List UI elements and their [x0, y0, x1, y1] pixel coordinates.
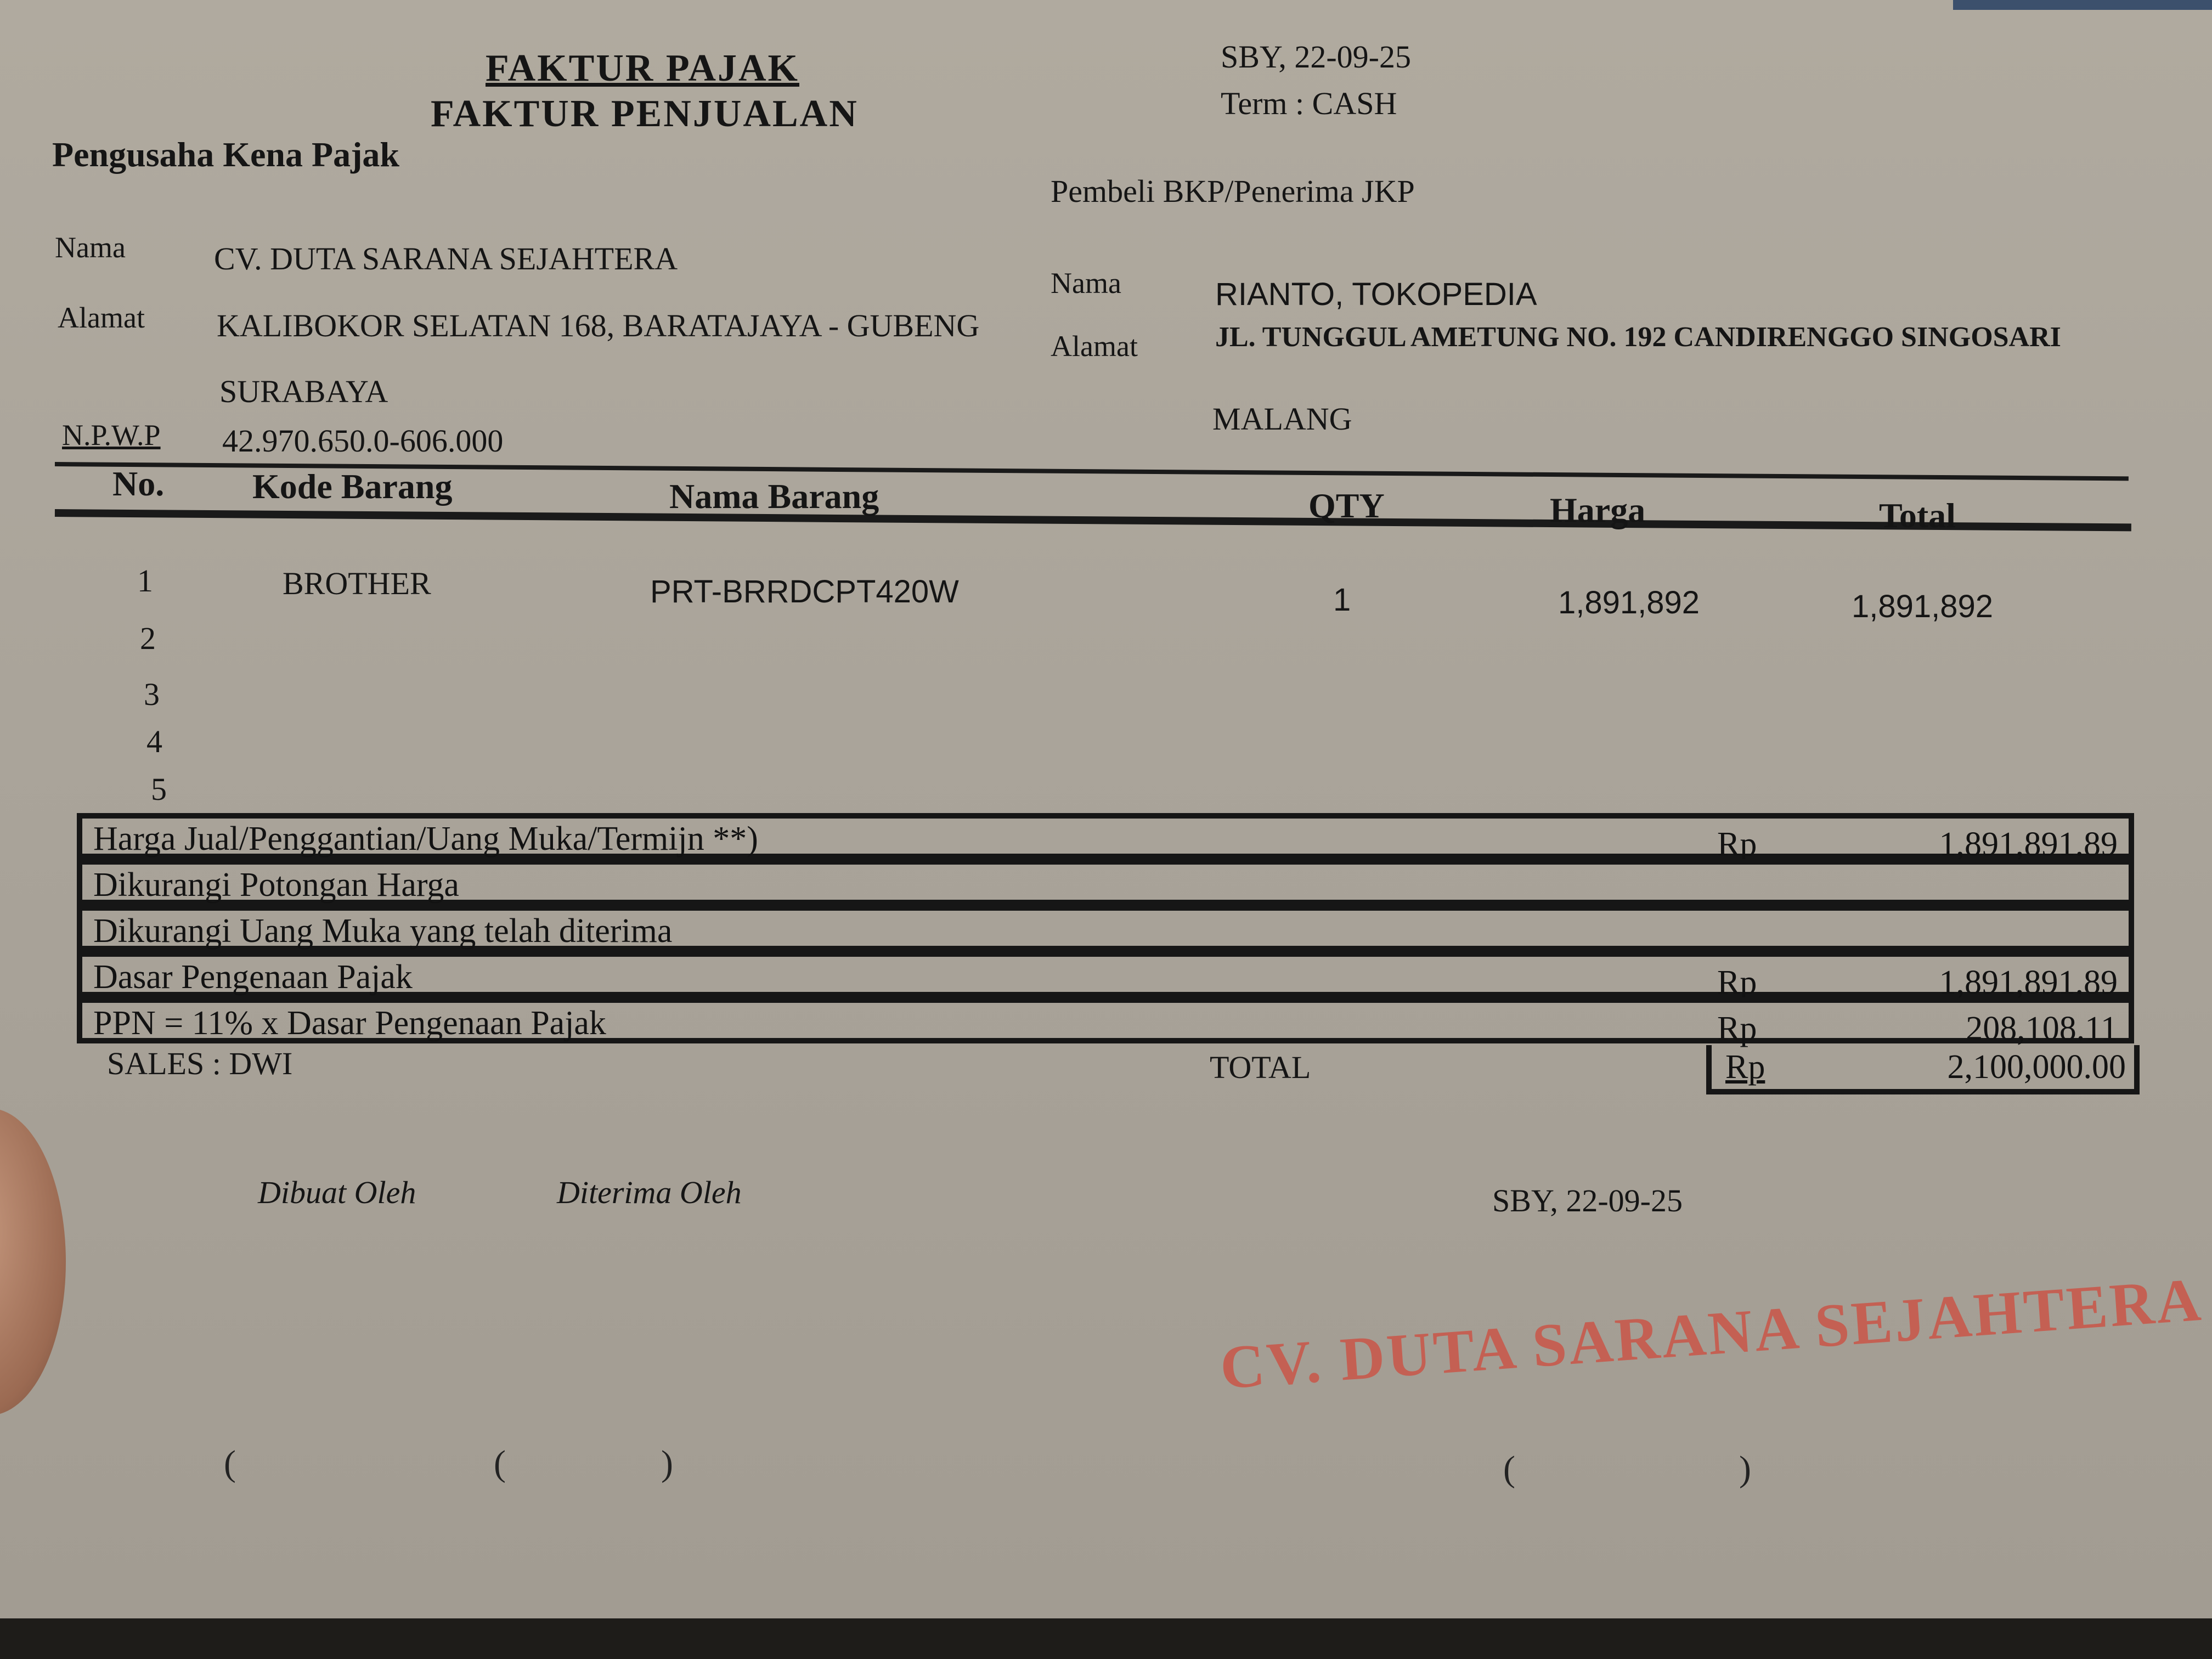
- col-header-qty: QTY: [1308, 486, 1385, 525]
- row-1-harga: 1,891,892: [1558, 585, 1700, 620]
- summary-label: Dikurangi Uang Muka yang telah diterima: [93, 912, 673, 950]
- seller-npwp: 42.970.650.0-606.000: [222, 423, 504, 459]
- row-1-nama: PRT-BRRDCPT420W: [650, 574, 959, 610]
- buyer-address-line1: JL. TUNGGUL AMETUNG NO. 192 CANDIRENGGO SINGOSARI: [1215, 321, 2061, 353]
- table-header-rule: [55, 509, 2131, 531]
- made-by-label: Dibuat Oleh: [258, 1175, 416, 1210]
- seller-address-label: Alamat: [58, 301, 145, 334]
- summary-amount: 1,891,891.89: [1939, 826, 2118, 863]
- col-header-nama: Nama Barang: [669, 477, 879, 516]
- currency-label: Rp: [1717, 964, 1757, 1001]
- payment-term: Term : CASH: [1221, 86, 1397, 121]
- col-header-kode: Kode Barang: [252, 467, 453, 506]
- col-header-total: Total: [1879, 496, 1956, 535]
- seller-section-title: Pengusaha Kena Pajak: [52, 135, 399, 174]
- currency-label: Rp: [1717, 826, 1757, 863]
- total-box: [1706, 1045, 2140, 1094]
- seller-name-label: Nama: [55, 231, 126, 264]
- received-by-label: Diterima Oleh: [557, 1175, 742, 1210]
- row-5-no: 5: [151, 771, 167, 807]
- buyer-name-label: Nama: [1051, 267, 1121, 300]
- sales-person: SALES : DWI: [107, 1046, 293, 1081]
- summary-amount: 208,108.11: [1966, 1010, 2118, 1047]
- invoice-date: SBY, 22-09-25: [1221, 39, 1411, 75]
- company-stamp: CV. DUTA SARANA SEJAHTERA: [1218, 1265, 2205, 1402]
- signature-paren-right: ): [1739, 1449, 1751, 1489]
- row-1-total: 1,891,892: [1852, 589, 1994, 624]
- seller-name: CV. DUTA SARANA SEJAHTERA: [214, 241, 678, 276]
- summary-row-potongan: [77, 859, 2134, 905]
- total-currency: Rp: [1725, 1048, 1765, 1086]
- summary-row-uang-muka: [77, 905, 2134, 951]
- seller-address-line2: SURABAYA: [219, 374, 388, 409]
- col-header-no: No.: [112, 464, 165, 503]
- buyer-name: RIANTO, TOKOPEDIA: [1215, 276, 1537, 312]
- holding-finger: [0, 1108, 66, 1415]
- seller-address-line1: KALIBOKOR SELATAN 168, BARATAJAYA - GUBENG: [217, 308, 980, 343]
- row-1-qty: 1: [1333, 582, 1351, 618]
- signature-paren-left: (: [494, 1443, 506, 1483]
- buyer-section-title: Pembeli BKP/Penerima JKP: [1051, 173, 1415, 209]
- background-edge: [1953, 0, 2212, 10]
- signature-paren-left: (: [224, 1443, 236, 1483]
- document-title: FAKTUR PAJAK: [486, 47, 799, 89]
- buyer-address-label: Alamat: [1051, 330, 1138, 363]
- signature-paren-right: ): [661, 1443, 673, 1483]
- summary-amount: 1,891,891.89: [1939, 964, 2118, 1001]
- seller-npwp-label: N.P.W.P: [62, 419, 161, 452]
- summary-label: Dasar Pengenaan Pajak: [93, 958, 413, 996]
- summary-label: Harga Jual/Penggantian/Uang Muka/Termijn **): [93, 820, 758, 857]
- row-3-no: 3: [144, 676, 160, 712]
- col-header-harga: Harga: [1550, 490, 1646, 529]
- summary-row-dpp: [77, 951, 2134, 1001]
- signature-paren-left: (: [1503, 1449, 1515, 1489]
- currency-label: Rp: [1717, 1010, 1757, 1047]
- summary-label: Dikurangi Potongan Harga: [93, 866, 459, 904]
- buyer-address-line2: MALANG: [1212, 401, 1352, 437]
- document-subtitle: FAKTUR PENJUALAN: [431, 93, 859, 135]
- row-4-no: 4: [146, 724, 162, 759]
- row-1-kode: BROTHER: [283, 566, 431, 601]
- row-1-no: 1: [137, 563, 153, 599]
- total-label: TOTAL: [1210, 1049, 1311, 1085]
- row-2-no: 2: [140, 620, 156, 656]
- footer-date: SBY, 22-09-25: [1492, 1183, 1683, 1218]
- summary-row-harga-jual: [77, 813, 2134, 863]
- summary-label: PPN = 11% x Dasar Pengenaan Pajak: [93, 1005, 606, 1042]
- total-amount: 2,100,000.00: [1947, 1048, 2126, 1086]
- summary-row-ppn: [77, 997, 2134, 1047]
